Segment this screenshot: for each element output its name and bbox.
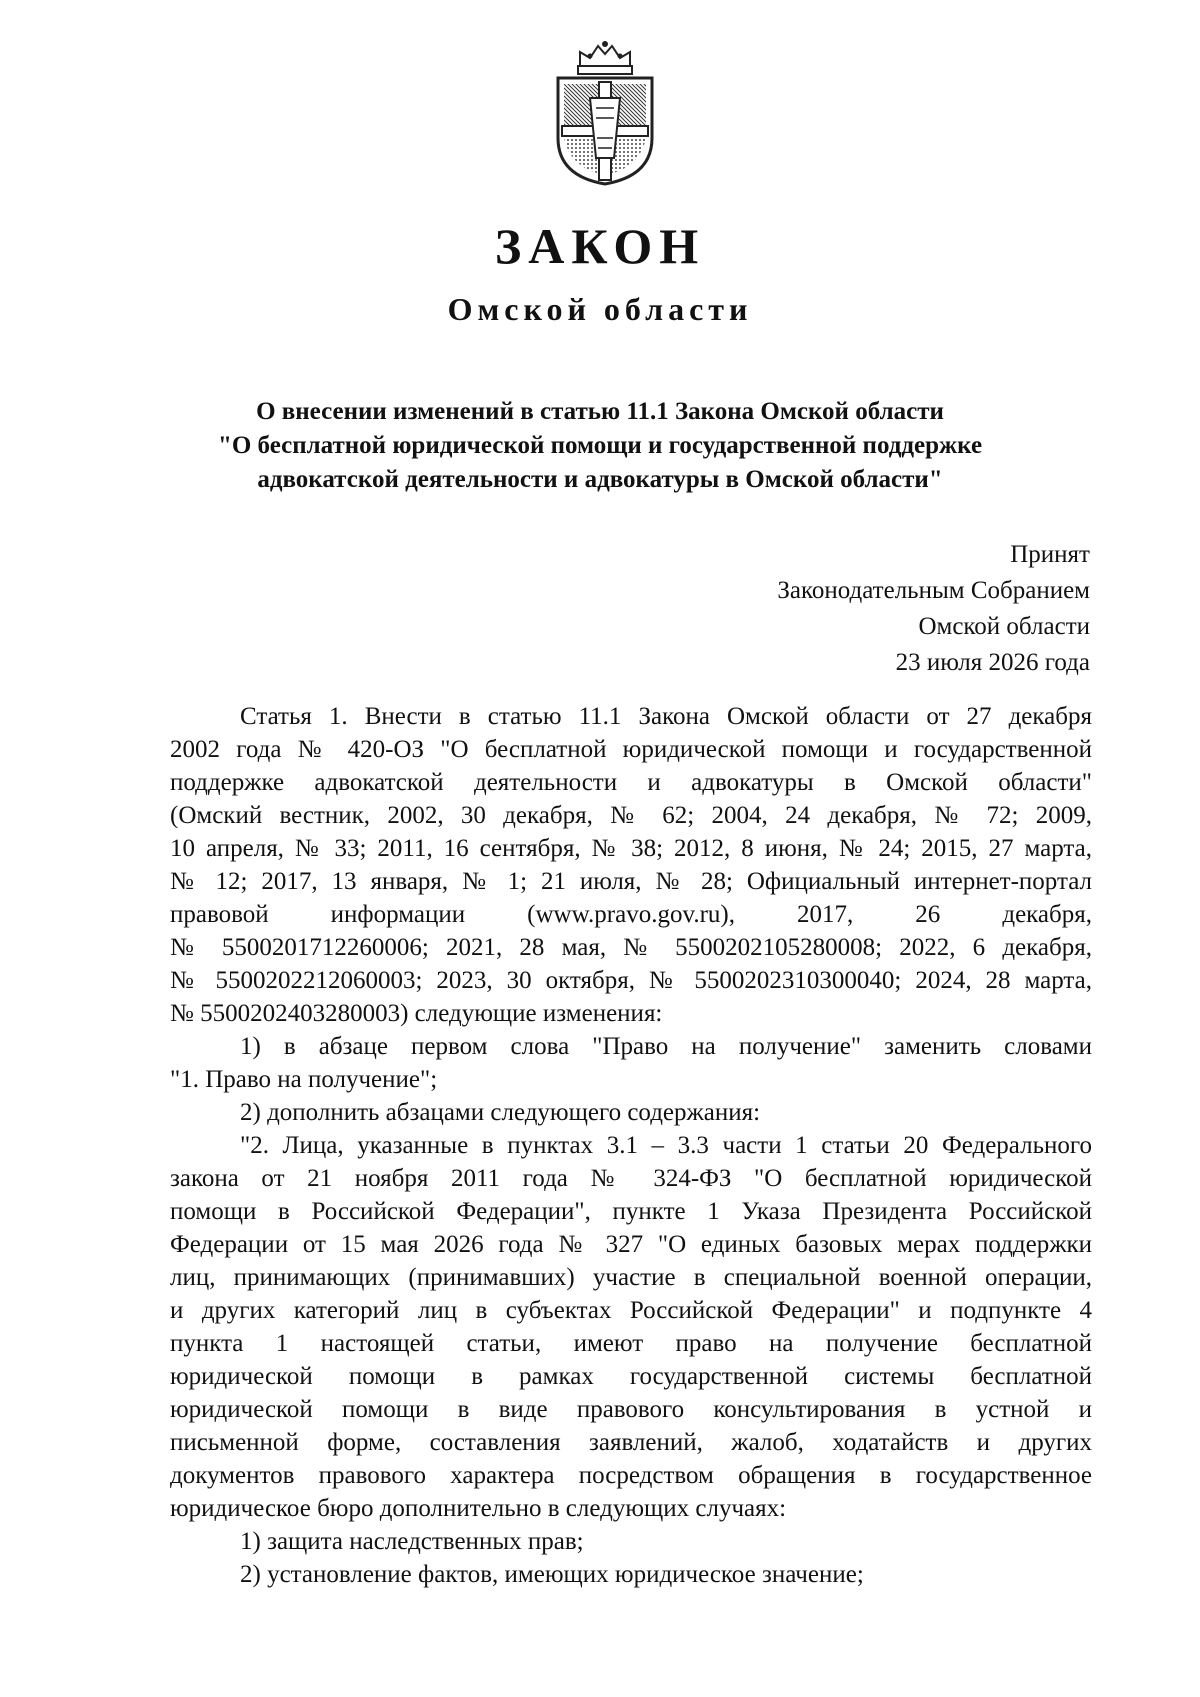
document-type-heading: ЗАКОН bbox=[494, 218, 706, 274]
body-line: помощи в Российской Федерации", пункте 1 Указа Президента Российской bbox=[170, 1198, 1092, 1225]
body-line: № 5500202212060003; 2023, 30 октября, № 5500202310300040; 2024, 28 марта, bbox=[170, 967, 1092, 994]
body-line: "2. Лица, указанные в пунктах 3.1 – 3.3 части 1 статьи 20 Федерального bbox=[240, 1132, 1092, 1159]
body-line: и других категорий лиц в субъектах Российской Федерации" и подпункте 4 bbox=[170, 1297, 1092, 1324]
adoption-line: Принят bbox=[1010, 541, 1090, 568]
body-line: 10 апреля, № 33; 2011, 16 сентября, № 38; 2012, 8 июня, № 24; 2015, 27 марта, bbox=[170, 835, 1092, 862]
body-line: закона от 21 ноября 2011 года № 324-ФЗ "О бесплатной юридической bbox=[170, 1165, 1092, 1192]
body-line: лиц, принимающих (принимавших) участие в специальной военной операции, bbox=[170, 1264, 1092, 1291]
law-title-line: адвокатской деятельности и адвокатуры в Омской области" bbox=[257, 466, 943, 493]
law-title-line: "О бесплатной юридической помощи и государственной поддержке bbox=[217, 432, 983, 459]
body-line: № 12; 2017, 13 января, № 1; 21 июля, № 28; Официальный интернет-портал bbox=[170, 868, 1092, 895]
body-line: документов правового характера посредством обращения в государственное bbox=[170, 1462, 1092, 1489]
body-line: юридической помощи в рамках государственной системы бесплатной bbox=[170, 1363, 1092, 1390]
region-heading: Омской области bbox=[447, 291, 753, 327]
body-line: № 5500202403280003) следующие изменения: bbox=[170, 1000, 663, 1027]
adoption-date: 23 июля 2026 года bbox=[895, 649, 1090, 676]
body-line: 1) в абзаце первом слова "Право на получение" заменить словами bbox=[240, 1033, 1092, 1060]
body-line: (Омский вестник, 2002, 30 декабря, № 62; 2004, 24 декабря, № 72; 2009, bbox=[170, 802, 1092, 829]
body-line: 2) дополнить абзацами следующего содержания: bbox=[240, 1099, 761, 1126]
body-line: № 5500201712260006; 2021, 28 мая, № 5500202105280008; 2022, 6 декабря, bbox=[170, 934, 1092, 961]
law-title bbox=[150, 395, 1050, 497]
coat-of-arms-emblem bbox=[550, 38, 660, 188]
adoption-line: Омской области bbox=[918, 613, 1090, 640]
body-line: Статья 1. Внести в статью 11.1 Закона Омской области от 27 декабря bbox=[240, 703, 1092, 730]
body-line: поддержке адвокатской деятельности и адвокатуры в Омской области" bbox=[170, 769, 1092, 796]
body-line: юридическое бюро дополнительно в следующих случаях: bbox=[170, 1495, 787, 1522]
body-line: юридической помощи в виде правового консультирования в устной и bbox=[170, 1396, 1092, 1423]
body-line: 2002 года № 420-ОЗ "О бесплатной юридической помощи и государственной bbox=[170, 736, 1092, 763]
body-line: письменной форме, составления заявлений, жалоб, ходатайств и других bbox=[170, 1429, 1092, 1456]
law-title-line: О внесении изменений в статью 11.1 Закона Омской области bbox=[256, 398, 944, 425]
body-line: Федерации от 15 мая 2026 года № 327 "О единых базовых мерах поддержки bbox=[170, 1231, 1092, 1258]
body-line: 2) установление фактов, имеющих юридическое значение; bbox=[240, 1561, 864, 1588]
coat-of-arms-icon bbox=[550, 38, 660, 188]
body-line: "1. Право на получение"; bbox=[170, 1066, 438, 1093]
body-line: пункта 1 настоящей статьи, имеют право на получение бесплатной bbox=[170, 1330, 1092, 1357]
adoption-line: Законодательным Собранием bbox=[777, 577, 1090, 604]
law-body-text bbox=[170, 700, 1092, 1591]
adoption-block bbox=[777, 537, 1090, 681]
body-line: 1) защита наследственных прав; bbox=[240, 1528, 584, 1555]
body-line: правовой информации (www.pravo.gov.ru), 2017, 26 декабря, bbox=[170, 901, 1092, 928]
